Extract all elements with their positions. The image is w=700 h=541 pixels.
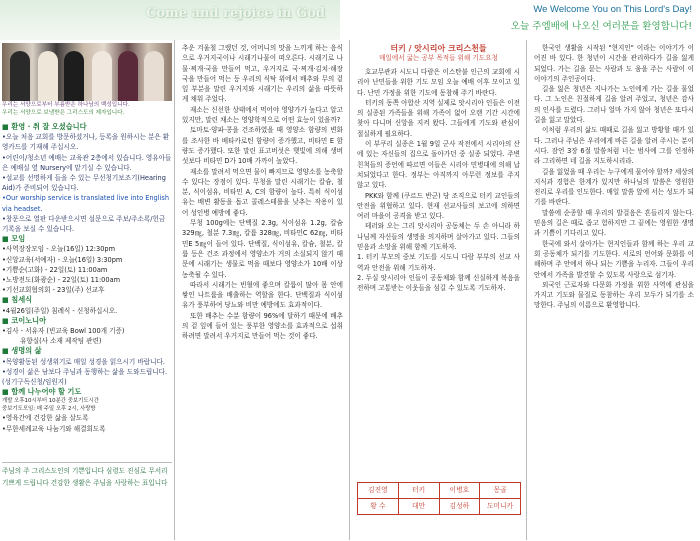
section-meeting-title: ■ 모임 (2, 234, 26, 244)
caption-line: 우리는 서양으로 보냄받은 그리스도의 제자입니다. (2, 109, 125, 116)
meeting-item: •기쁨순(고화) - 22일(토) 11:00am (2, 265, 108, 274)
prayer-item: 개발 오후10시부터 10분간 중보기도시간 (2, 398, 99, 405)
table-cell: 터키 (398, 483, 439, 499)
article-subtitle: 매일에서 굶는 공부 목적들 위해 기도요청 (379, 54, 498, 62)
section-welcome-title: ■ 환영 · 취 잘 오셨습니다 (2, 122, 87, 131)
bullet-icon: ■ (2, 315, 12, 325)
meeting-item: •신앙교육(서예자) - 오늘(16일) 3:30pm (2, 255, 123, 264)
paragraph: 따라서 시래기는 빈혈에 좋으며 칼륨이 많아 몸 안에 쌓인 나트륨을 배출하는 역할을 한다. 단백질과 식이섬유가 풍부하여 당뇨와 비만 예방에도 효과적이다. (182, 280, 343, 310)
paragraph: 1. 터키 부모의 중보 기도를 시도니 다람 부부의 선교 사역과 안전을 위해 기도하자. (357, 253, 520, 272)
table-row (358, 499, 521, 515)
life-item: •목양활동된 성생위기로 매일 성경을 읽으시기 바랍니다. (2, 357, 165, 366)
table-cell: 황 수 (358, 499, 399, 515)
person-figure (38, 51, 58, 101)
essay-column (528, 40, 700, 540)
baptism-item: •4월26일(주일) 침례식 - 신청하십시오. (2, 306, 118, 315)
paragraph: 추운 겨울철 그랬던 것, 어머니의 맛을 느끼게 하는 음식으로 우거지국이나 시래기나물이 떠오른다. 시래기로 나물·찌개·국을 만들어 먹고, 우거지로 국·찌개·김치·해장국을 만들어 먹는 등 우리의 식탁 위에서 배추와 무의 겉잎 부분을 말린 우거지와 시래기는 우리의 삶을 따뜻하게 채워 주었다. (182, 44, 343, 104)
person-figure (92, 51, 112, 101)
article-body (182, 43, 343, 342)
missionary-table (357, 482, 521, 515)
table-cell: 대만 (398, 499, 439, 515)
mission-article-column (351, 40, 527, 540)
bullet-icon: ■ (2, 295, 12, 305)
bullet-icon: ■ (2, 387, 12, 397)
koinonia-item: 유향실(사 소재 제작팀 관련) (20, 337, 102, 346)
life-item: •성경이 삶은 남보다 주님과 동행하는 삶을 도와드립니다. (성기구독신청/임원지) (2, 367, 168, 387)
banner-title-area (0, 0, 340, 40)
paragraph: 길을 잃었을 때 우리는 누구에게 물어야 할까? 세상의 지식과 경험은 한계가 있지만 하나님의 말씀은 영원한 진리로 우리를 인도한다. 매일 말씀 앞에 서는 성도가 되기를 바란다. (534, 167, 694, 207)
health-article-column (176, 40, 350, 540)
paragraph: 무청 100g에는 단백질 2.3g, 식이섬유 1.2g, 칼슘 329㎎, 철분 7.3㎎, 칼륨 328㎎, 비타민C 62㎎, 비타민E 5㎎이 들어 있다. 단백질, 식이섬유, 칼슘, 철분, 칼륨 등은 건조 과정에서 영양소가 거의 소실되지 않기 때문에 시래기는 생물로 먹을 때보다 영양소가 10배 이상 농축될 수 있다. (182, 219, 343, 279)
paragraph: 또한 배추는 수분 함량이 96%에 달하기 때문에 배추의 겉 잎에 들어 있는 풍부한 영양소를 효과적으로 섭취하려면 말려서 우거지로 만들어 먹는 것이 좋다. (182, 311, 343, 341)
koinonia-item: •김사 - 서유자 (빈교육 Bowl 100개 기증) (2, 327, 125, 336)
notice-item: •어린이/청소년 예배는 교육관 2층에서 있습니다. 영유아들은 예배실 옆 Nursery에 맡기실 수 있습니다. (2, 153, 172, 172)
prayer-item: 중보기도모임: 매 주일 오후 2시, 사랑방 (2, 406, 96, 413)
footer-note: 주님의 주 그리스도인의 기쁜입니다 심령도 진심로 무서리 기쁘게 드립니다 건강한 생활은 주님을 사랑하는 표입니다 (2, 462, 172, 489)
table-cell: 김진영 (358, 483, 399, 499)
paragraph: 2. 두실 앗시리아 인들이 공동체와 함께 신실하게 복음을 전하며 고통받는 이웃들을 섬길 수 있도록 기도하자. (357, 273, 520, 293)
header-banner (0, 0, 700, 40)
section-prayer-title: ■ 함께 나누어야 할 기도 (2, 387, 82, 397)
article-body (357, 67, 520, 294)
welcome-area (340, 0, 700, 40)
prayer-item: •영육간에 건강한 삶을 살도록 (2, 414, 89, 423)
table-cell: 김성하 (439, 499, 480, 515)
paragraph: 호교무관과 시도니 다람은 이스탄불 인근의 교회에 시리아 난민들을 위한 기도 모임 오늘 예배 이후 모이고 있다. 난민 가정을 위한 기도에 동참해 주기 바란다. (357, 68, 520, 97)
bullet-icon: ■ (2, 346, 12, 356)
bullet-icon: ■ (2, 122, 12, 131)
photo-caption (2, 102, 172, 117)
meeting-item: •기선교회협의회 - 23일(주) 선교후 (2, 286, 105, 295)
person-figure (118, 51, 138, 101)
table-cell: 도미니카 (480, 499, 521, 515)
section-life-title: ■ 생명의 삶 (2, 346, 42, 356)
paragraph: 외국인 근로자와 다문화 가정을 위한 사역에 관심을 가지고 기도와 물질로 동참하는 우리 모두가 되기를 소망한다. 주님의 이름으로 환영합니다. (534, 280, 694, 310)
welcome-english: We Welcome You on This Lord's Day! (533, 4, 692, 15)
notices-column (0, 40, 175, 540)
meeting-item: •노방전도(화광순) - 22일(토) 11:00am (2, 276, 121, 285)
paragraph: 재소는 신선한 상태에서 먹어야 영양가가 높다고 알고 있지만, 말린 채소는 영양학적으로 어떤 효능이 있을까? (182, 105, 343, 125)
article-title: 터키 / 앗시리아 크리스천들 (390, 44, 487, 53)
paragraph: 테러와 오는 그리 앗시리아 공동체는 두 손 아니라 하나님께 자신들의 생명을 의지하며 살아가고 있다. 그들의 믿음과 소망을 위해 함께 기도하자. (357, 222, 520, 252)
paragraph: 터키의 동쪽 아합산 지역 실제로 앗시리아 인들은 이전의 실종된 가족들을 위해 가족이 없어 오랜 기간 시간에 찾아 다니며 신앙을 지켜 왔다. 그들에게 기도와 관심이 절실하게 필요하다. (357, 98, 520, 138)
section-baptism-title: ■ 침세식 (2, 295, 33, 305)
paragraph: PKK와 함께 (쿠르드 반군) 당 조직으로 터키 교인들의 안전을 위협하고 있다. 현재 선교사들의 보고에 의하면 여러 마을이 공격을 받고 있다. (357, 191, 520, 221)
paragraph: 한국에 와서 살아가는 현지인들과 함께 하는 우리 교회 공동체가 되기를 기도한다. 서로의 언어와 문화를 이해하며 주 안에서 하나 되는 기쁨을 누리자. 그들이 우리 안에서 가족을 발견할 수 있도록 사랑으로 섬기자. (534, 239, 694, 279)
person-figure (144, 51, 164, 101)
essay-body (534, 43, 694, 311)
notice-item-english: •Our worship service is translated live into English via headset. (2, 194, 170, 213)
person-figure (10, 51, 30, 101)
notice-item: •창문으로 열판 다운받으시면 설문으로 주보/주소록/헌금 기록을 보실 수 있습니다. (2, 214, 166, 234)
banner-title: Come and rejoice in God (146, 6, 325, 21)
caption-line: 우리는 서양으로부터 부름받은 하나님의 백성입니다. (2, 102, 130, 108)
paragraph: 말씀에 순종할 때 우리의 발걸음은 흔들리지 않는다. 믿음의 길은 때로 좁고 험하지만 그 끝에는 영원한 생명과 기쁨이 기다리고 있다. (534, 208, 694, 238)
paragraph: 재소를 말려서 먹으면 물이 빠지므로 영양소를 농축할 수 있다는 장점이 있다. 무청을 말린 시래기는 칼슘, 철분, 식이섬유, 비타민 A, C의 함량이 높다. 특히 식이섬유는 배변 활동을 돕고 콜레스테롤을 낮추는 작용이 있어 성인병 예방에 좋다. (182, 167, 343, 217)
paragraph: 이 부쿠리 실종은 1월 9일 군사 작전에서 시리아의 산에 있는 자신들의 집으로 돌아가던 중 실종 되었다. 주변 친척들의 증언에 따르면 이들은 시리아 민병대에 의해 납치되었다고 한다. 정부는 아직까지 아무런 정보를 주지 않고 있다. (357, 140, 520, 190)
paragraph: 이처럼 우리의 삶도 때때로 길을 잃고 방황할 때가 있다. 그러나 주님은 우리에게 바른 길을 알려 주시는 분이시다. 잠언 3장 6절 말씀처럼 너는 범사에 그를 인정하라 그리하면 네 길을 지도하시리라. (534, 126, 694, 166)
paragraph: 길을 잃은 청년은 지나가는 노인에게 가는 길을 물었다. 그 노인은 친절하게 길을 알려 주었고, 청년은 감사의 인사를 드렸다. 그러나 얼마 가지 않아 청년은 또다시 길을 잃고 말았다. (534, 85, 694, 125)
table-row (358, 483, 521, 499)
welcome-korean: 오늘 주엠배에 나오신 여러분을 환영합니다! (510, 21, 692, 32)
notice-item: •설교를 선명하게 들을 수 있는 무선청기보조기(Hearing Aid)가 준비되어 있습니다. (2, 174, 166, 193)
section-koinonia-title: ■ 코이노니아 (2, 315, 47, 325)
table-cell: 몽골 (480, 483, 521, 499)
prayer-item: •무한세례교육 나눔기와 해결회도록 (2, 424, 106, 433)
meeting-item: •사역장장모임 - 오늘(16일) 12:30pm (2, 245, 116, 254)
notice-item: •오늘 처음 교회를 방문하셨거나, 등록을 원하시는 분은 환영카드를 기재해 주십시오. (2, 133, 170, 152)
paragraph: 한국인 생활을 시작된 "현지인" 이라는 이야기가 이어진 바 있다. 한 청년이 시간을 관리하다가 길을 잃게 되었다. 가는 길을 묻는 사람과 도 움을 주는 사람이 이 이야기의 주인공이다. (534, 44, 694, 83)
paragraph: 토마토·양파·콩을 건조하였을 때 영양소 함량의 변화를 조사한 바 베타카로틴 함량이 증가했고, 비타민 E 함량도 증가했다. 또한 말린 표고버섯은 햇빛에 의해 생버섯보다 비타민 D가 10배 가까이 높았다. (182, 126, 343, 166)
notices-list (2, 122, 172, 434)
group-photo (2, 43, 172, 101)
person-figure (64, 51, 84, 101)
bullet-icon: ■ (2, 234, 12, 244)
table-cell: 이병호 (439, 483, 480, 499)
